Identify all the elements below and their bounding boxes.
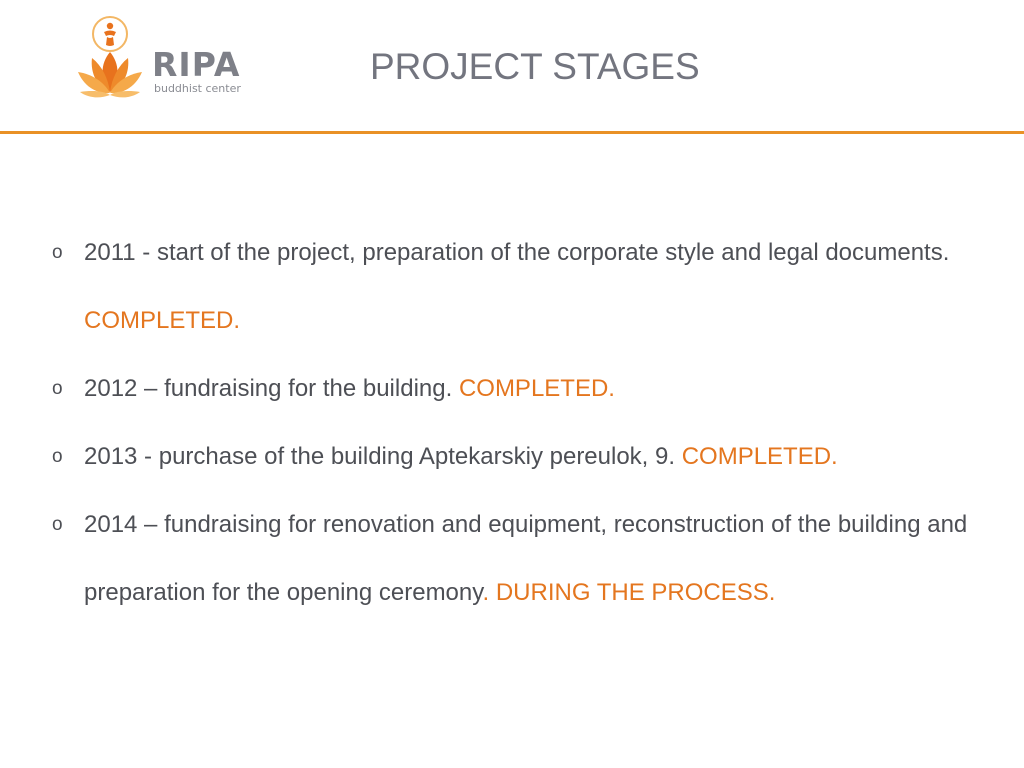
stage-status: . DURING THE PROCESS. [482, 579, 776, 606]
project-stages-list [0, 219, 1024, 627]
stage-text: 2014 – fundraising for renovation and equipment, reconstruction of the building and preparation for the opening ceremony [84, 511, 968, 606]
page-title: PROJECT STAGES [370, 46, 700, 87]
stage-text: 2013 - purchase of the building Aptekarskiy pereulok, 9. [84, 443, 682, 470]
stage-text: 2012 – fundraising for the building. [84, 375, 459, 402]
slide-header [0, 0, 1024, 133]
bullet-icon: o [52, 242, 63, 263]
header-divider [0, 131, 1024, 134]
logo-wordmark: RIPA [152, 45, 241, 84]
ripa-logo [76, 12, 246, 100]
stage-item-2011 [0, 219, 1024, 355]
stage-item-2014 [0, 491, 1024, 627]
stage-status: COMPLETED. [458, 375, 615, 402]
lotus-icon [76, 12, 148, 100]
bullet-icon: o [52, 514, 63, 535]
logo-subtitle: buddhist center [154, 82, 241, 95]
stage-item-2013 [0, 423, 1024, 491]
stage-item-2012 [0, 355, 1024, 423]
stage-status: COMPLETED. [84, 307, 241, 334]
bullet-icon: o [52, 378, 63, 399]
bullet-icon: o [52, 446, 63, 467]
stage-status: COMPLETED. [681, 443, 838, 470]
stage-text: 2011 - start of the project, preparation of the corporate style and legal documents. [84, 239, 950, 266]
